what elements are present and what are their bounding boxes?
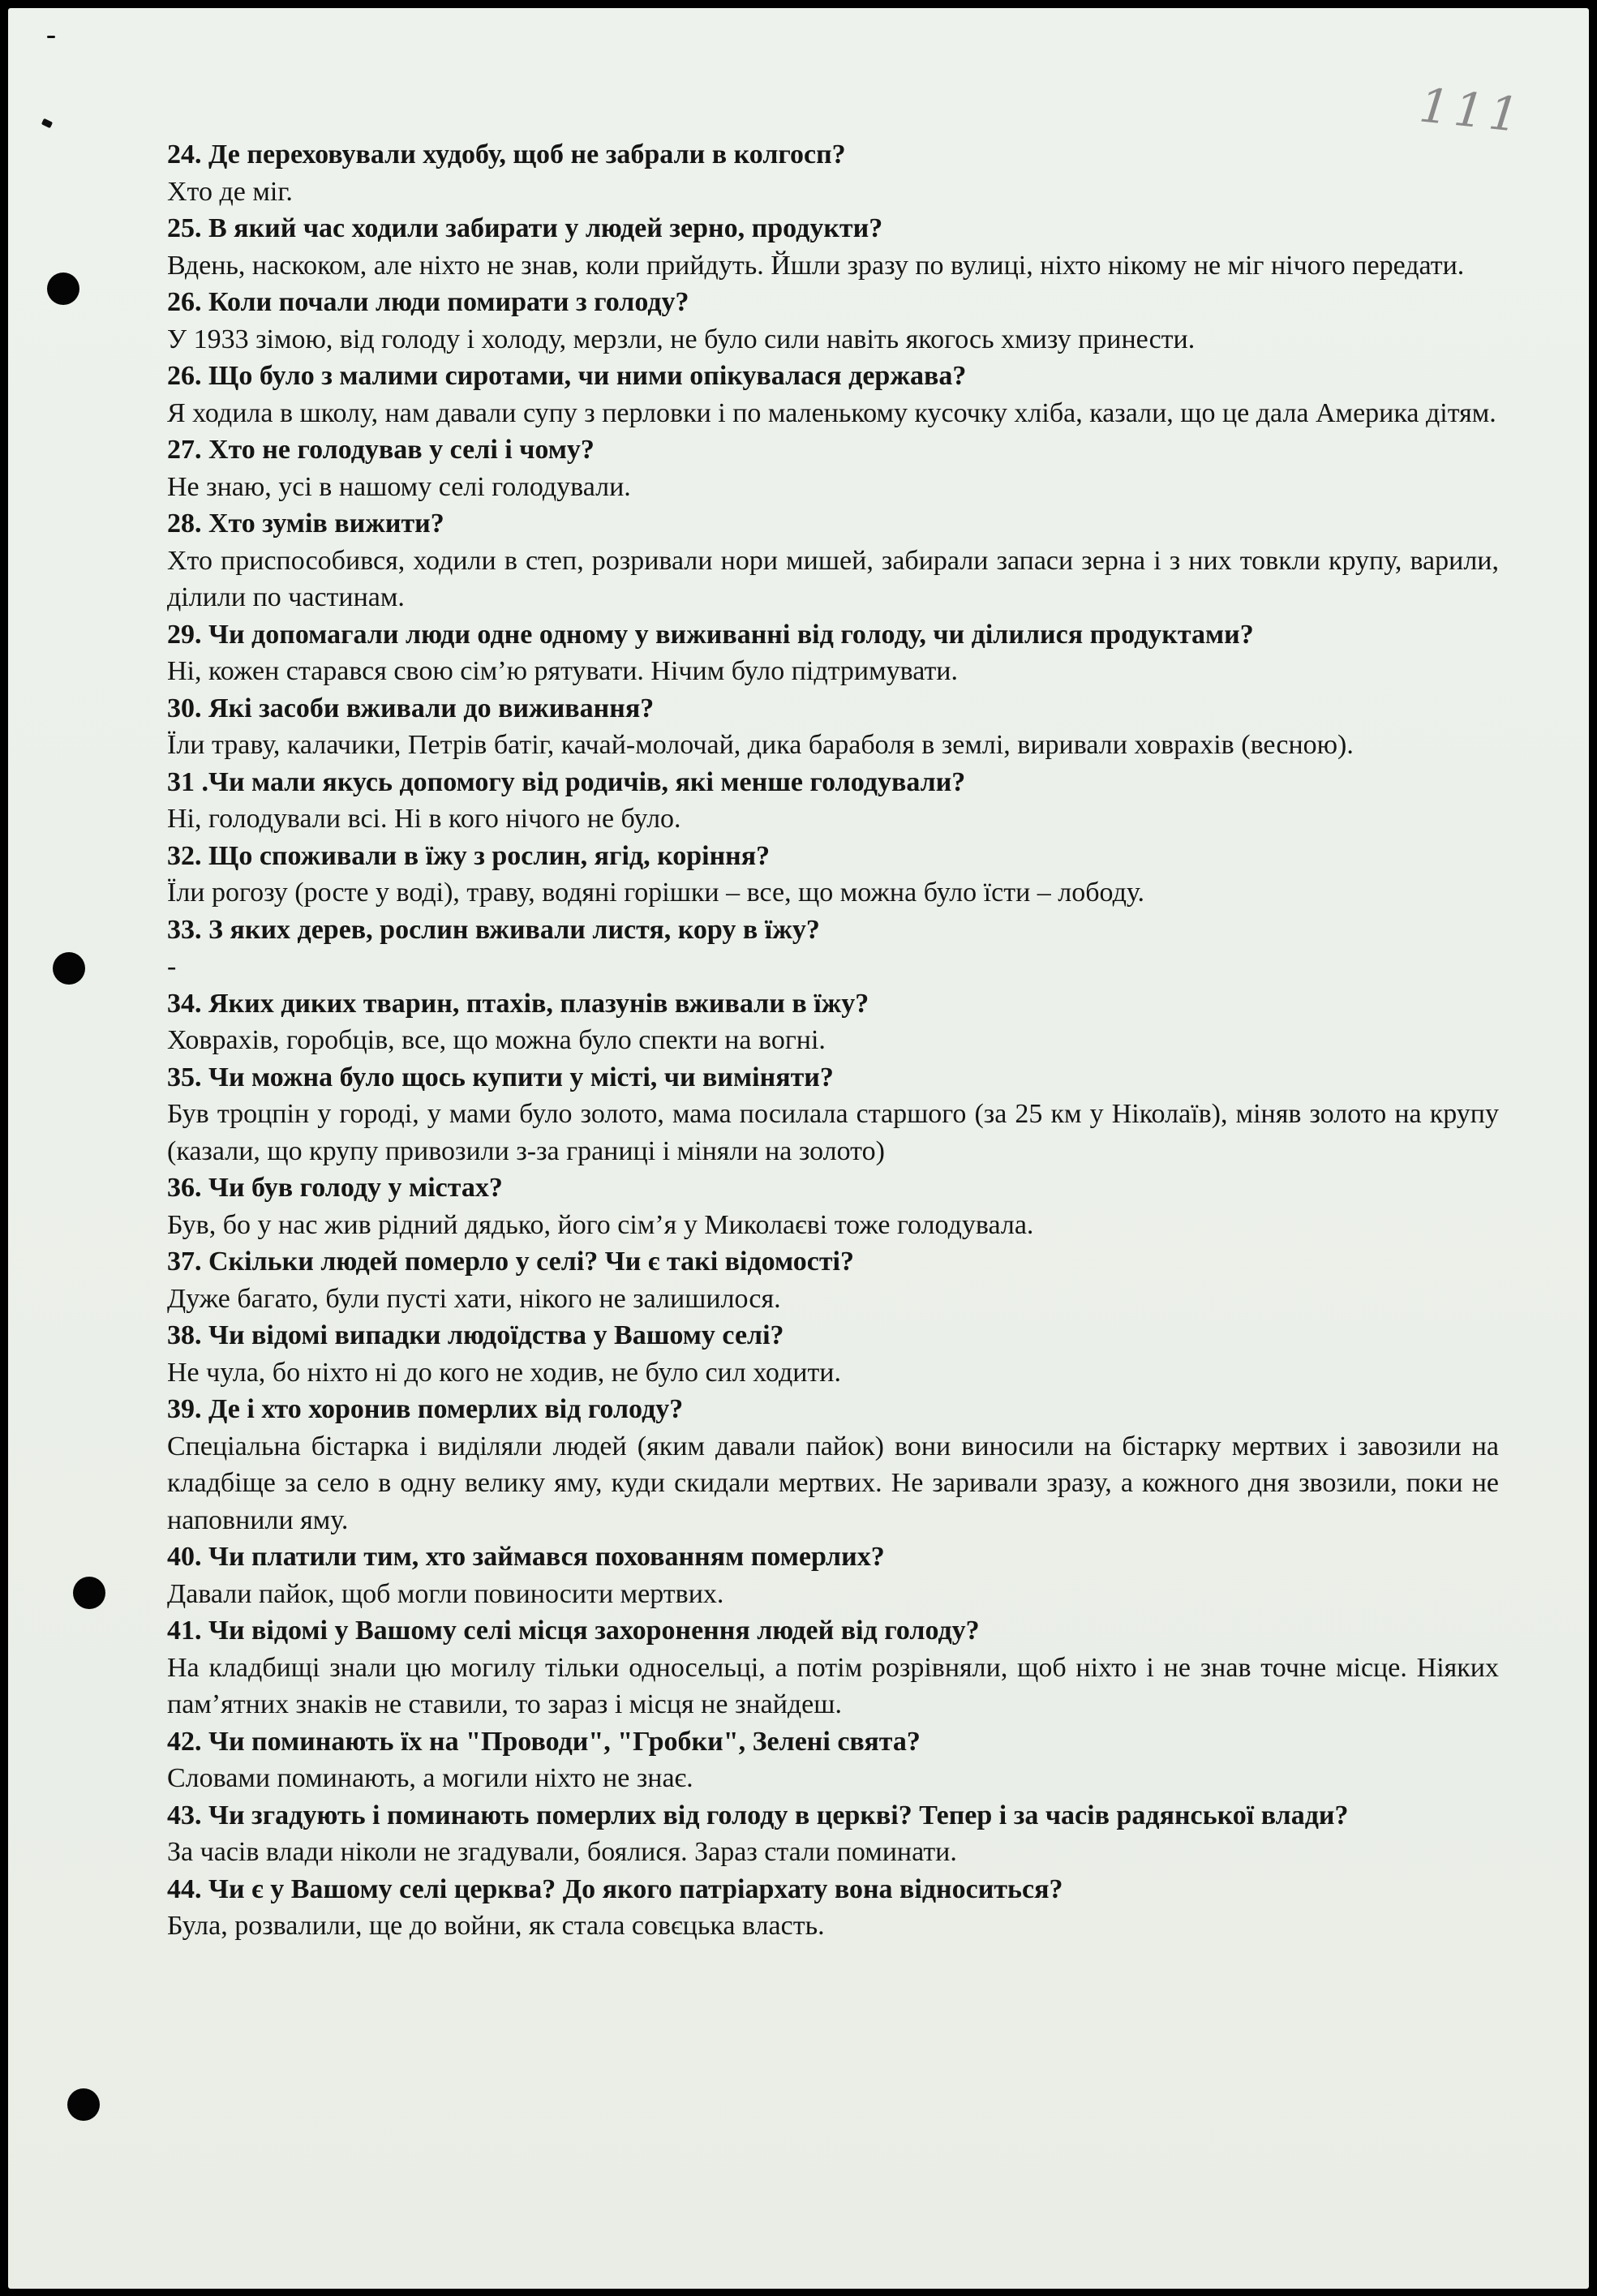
question: 34. Яких диких тварин, птахів, плазунів вживали в їжу?: [167, 988, 869, 1019]
question: 29. Чи допомагали люди одне одному у виживанні від голоду, чи ділилися продуктами?: [167, 619, 1254, 650]
question: 38. Чи відомі випадки людоїдства у Вашому селі?: [167, 1320, 784, 1350]
question: 32. Що споживали в їжу з рослин, ягід, коріння?: [167, 840, 771, 871]
question: 41. Чи відомі у Вашому селі місця захоронення людей від голоду?: [167, 1616, 980, 1646]
document-page: [8, 8, 1589, 2289]
question: 24. Де переховували худобу, щоб не забрали в колгосп?: [167, 139, 846, 170]
question: 37. Скільки людей померло у селі? Чи є такі відомості?: [167, 1247, 854, 1277]
answer: Вдень, наскоком, але ніхто не знав, коли прийдуть. Йшли зразу по вулиці, ніхто нікому не міг нічого передати.: [167, 250, 1465, 281]
qa-item: [167, 1317, 1499, 1391]
qa-item: [167, 912, 1499, 985]
qa-item: [167, 358, 1499, 431]
question: 28. Хто зумів вижити?: [167, 509, 444, 539]
answer: Був, бо у нас жив рідний дядько, його сім’я у Миколаєві тоже голодувала.: [167, 1209, 1034, 1240]
answer: Спеціальна бістарка і виділяли людей (яким давали пайок) вони виносили на бістарку мертвих і завозили на кладбіще за село в одну велику яму, куди скидали мертвих. Не заривали зразу, а кожного дня звозили, поки не наповнили яму.: [167, 1431, 1499, 1535]
qa-item: [167, 1723, 1499, 1797]
answer: Дуже багато, були пусті хати, нікого не залишилося.: [167, 1283, 781, 1314]
scan-speck: [47, 36, 55, 38]
qa-item: [167, 1871, 1499, 1945]
answer: -: [167, 951, 177, 981]
questionnaire-body: [167, 136, 1499, 1945]
qa-item: [167, 505, 1499, 616]
handwritten-page-number: 111: [1417, 77, 1527, 144]
qa-item: [167, 1059, 1499, 1170]
punch-hole: [73, 1577, 105, 1609]
answer: Не знаю, усі в нашому селі голодували.: [167, 471, 631, 502]
qa-item: [167, 985, 1499, 1059]
qa-item: [167, 690, 1499, 764]
answer: Давали пайок, щоб могли повиносити мертвих.: [167, 1578, 724, 1609]
answer: Я ходила в школу, нам давали супу з перловки і по маленькому кусочку хліба, казали, що це дала Америка дітям.: [167, 397, 1496, 428]
question: 39. Де і хто хоронив померлих від голоду?: [167, 1394, 684, 1424]
question: 26. Коли почали люди помирати з голоду?: [167, 287, 689, 317]
question: 31 .Чи мали якусь допомогу від родичів, які менше голодували?: [167, 766, 966, 797]
punch-hole: [47, 273, 79, 305]
question: 35. Чи можна було щось купити у місті, чи виміняти?: [167, 1062, 834, 1092]
question: 26. Що було з малими сиротами, чи ними опікувалася держава?: [167, 361, 967, 391]
punch-hole: [53, 952, 85, 985]
question: 33. З яких дерев, рослин вживали листя, кору в їжу?: [167, 914, 820, 945]
qa-item: [167, 210, 1499, 284]
question: 42. Чи поминають їх на "Проводи", "Гробки", Зелені свята?: [167, 1726, 921, 1757]
question: 40. Чи платили тим, хто займався похованням померлих?: [167, 1542, 885, 1572]
scan-speck: [41, 118, 53, 128]
question: 30. Які засоби вживали до виживання?: [167, 693, 655, 723]
question: 25. В який час ходили забирати у людей зерно, продукти?: [167, 213, 883, 243]
qa-item: [167, 136, 1499, 210]
qa-item: [167, 1539, 1499, 1612]
qa-item: [167, 1169, 1499, 1243]
question: 44. Чи є у Вашому селі церква? До якого патріархату вона відноситься?: [167, 1873, 1063, 1904]
question: 27. Хто не голодував у селі і чому?: [167, 435, 595, 465]
answer: У 1933 зімою, від голоду і холоду, мерзли, не було сили навіть якогось хмизу принести.: [167, 324, 1196, 354]
qa-item: [167, 1612, 1499, 1723]
qa-item: [167, 284, 1499, 358]
qa-item: [167, 764, 1499, 838]
answer: На кладбищі знали цю могилу тільки односельці, а потім розрівняли, щоб ніхто і не знав точне місце. Ніяких пам’ятних знаків не ставили, то зараз і місця не знайдеш.: [167, 1652, 1499, 1719]
answer: За часів влади ніколи не згадували, боялися. Зараз стали поминати.: [167, 1837, 957, 1867]
qa-item: [167, 1243, 1499, 1317]
answer: Ні, голодували всі. Ні в кого нічого не було.: [167, 804, 681, 834]
answer: Їли рогозу (росте у воді), траву, водяні горішки – все, що можна було їсти – лободу.: [167, 878, 1144, 908]
question: 43. Чи згадують і поминають померлих від голоду в церкві? Тепер і за часів радянської влади?: [167, 1800, 1349, 1830]
qa-item: [167, 838, 1499, 912]
answer: Словами поминають, а могили ніхто не знає.: [167, 1763, 693, 1793]
answer: Їли траву, калачики, Петрів батіг, качай-молочай, дика бараболя в землі, виривали ховрахів (весною).: [167, 730, 1354, 760]
qa-item: [167, 1797, 1499, 1871]
answer: Був троцпін у городі, у мами було золото, мама посилала старшого (за 25 км у Ніколаїв), міняв золото на крупу (казали, що крупу привозили з-за границі і міняли на золото): [167, 1099, 1499, 1166]
punch-hole: [67, 2088, 100, 2121]
qa-item: [167, 1391, 1499, 1539]
qa-item: [167, 431, 1499, 505]
answer: Не чула, бо ніхто ні до кого не ходив, не було сил ходити.: [167, 1357, 841, 1388]
question: 36. Чи був голоду у містах?: [167, 1173, 503, 1203]
answer: Ні, кожен старався свою сім’ю рятувати. Нічим було підтримувати.: [167, 656, 958, 686]
answer: Була, розвалили, ще до войни, як стала совєцька власть.: [167, 1911, 825, 1941]
qa-item: [167, 616, 1499, 690]
answer: Ховрахів, горобців, все, що можна було спекти на вогні.: [167, 1025, 826, 1055]
answer: Хто приспособився, ходили в степ, розривали нори мишей, забирали запаси зерна і з них товкли крупу, варили, ділили по частинам.: [167, 545, 1499, 612]
answer: Хто де міг.: [167, 176, 293, 207]
